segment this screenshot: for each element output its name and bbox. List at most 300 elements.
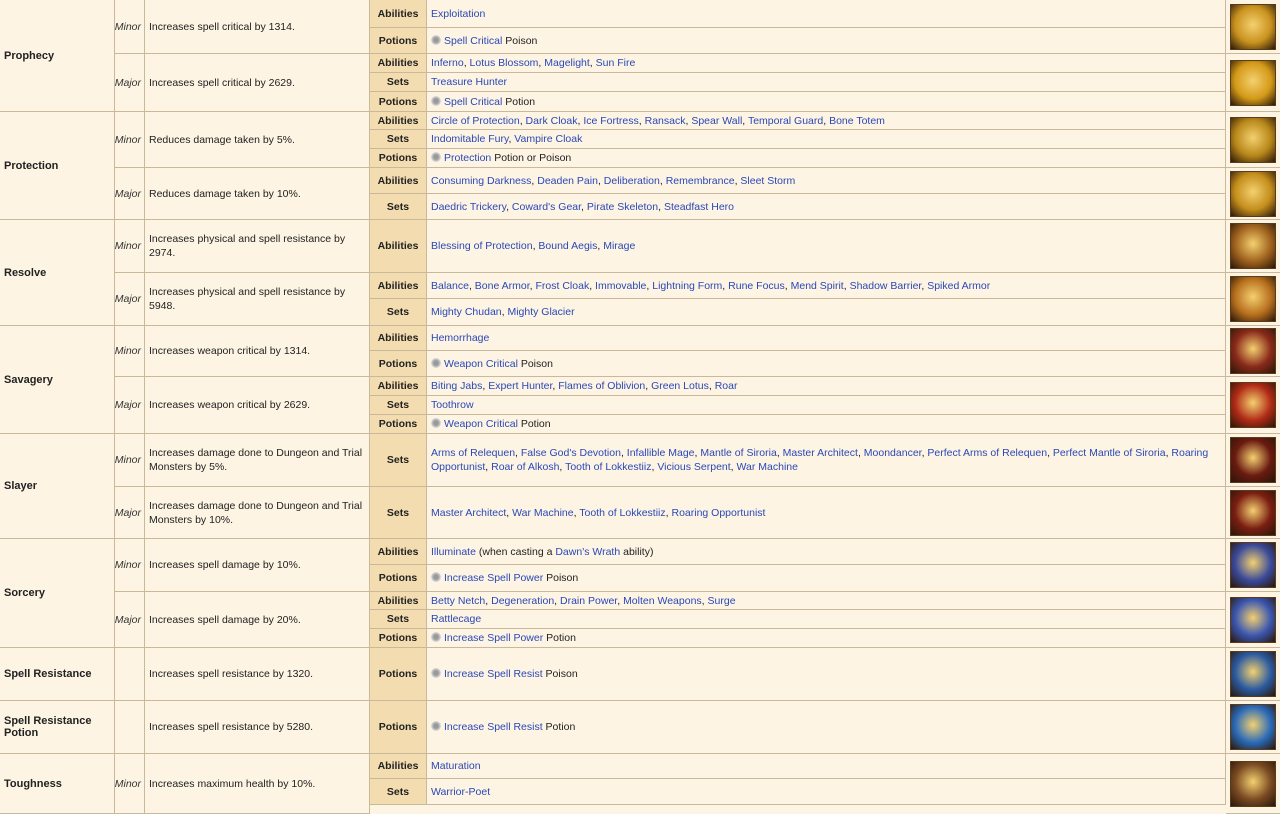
description-cell bbox=[145, 592, 370, 648]
buff-icon bbox=[1230, 117, 1276, 163]
description-cell bbox=[145, 0, 370, 54]
protection-icon bbox=[431, 152, 441, 162]
source-link[interactable]: Mantle of Siroria bbox=[700, 447, 777, 459]
buff-name: Savagery bbox=[4, 373, 53, 386]
source-list bbox=[431, 279, 1219, 293]
source-type: Potions bbox=[378, 668, 418, 680]
source-list bbox=[431, 379, 1219, 393]
source-type-cell bbox=[370, 396, 427, 415]
source-type: Sets bbox=[386, 200, 410, 213]
description-cell bbox=[145, 326, 370, 377]
buff-icon-cell bbox=[1226, 487, 1280, 539]
source-link[interactable]: Infallible Mage bbox=[626, 447, 695, 459]
source-link[interactable]: Inferno bbox=[431, 57, 464, 69]
source-list-cell bbox=[427, 194, 1226, 220]
source-text: , bbox=[722, 279, 729, 292]
source-type: Sets bbox=[386, 76, 410, 88]
source-link[interactable]: Temporal Guard bbox=[747, 114, 824, 127]
source-type: Sets bbox=[386, 506, 410, 519]
tier-cell bbox=[115, 487, 145, 539]
source-link[interactable]: Spear Wall bbox=[691, 114, 743, 127]
source-list bbox=[431, 357, 1219, 371]
source-link[interactable]: Steadfast Hero bbox=[663, 200, 734, 213]
buff-icon bbox=[1230, 382, 1276, 428]
source-type-cell bbox=[370, 130, 427, 149]
source-text: , bbox=[921, 279, 928, 292]
tier-cell bbox=[115, 0, 145, 54]
source-list-cell bbox=[427, 28, 1226, 54]
buff-name: Resolve bbox=[4, 266, 47, 279]
source-type: Sets bbox=[386, 399, 410, 411]
source-link[interactable]: Perfect Mantle of Siroria bbox=[1052, 447, 1166, 459]
source-list bbox=[431, 720, 1219, 734]
source-link[interactable]: Daedric Trickery bbox=[431, 200, 507, 213]
source-type: Abilities bbox=[377, 332, 419, 344]
source-link[interactable]: Spiked Armor bbox=[927, 279, 991, 292]
buff-description: Increases damage done to Dungeon and Trial Monsters by 5%. bbox=[149, 447, 363, 473]
source-list bbox=[431, 174, 1219, 188]
buff-name-cell bbox=[0, 0, 115, 112]
tier-label: Minor bbox=[114, 345, 141, 357]
source-link[interactable]: Increase Spell Resist bbox=[444, 721, 543, 733]
source-type-cell bbox=[370, 434, 427, 487]
source-link[interactable]: Bone Armor bbox=[474, 279, 530, 292]
source-link[interactable]: Spell Critical bbox=[444, 95, 503, 108]
source-list-cell bbox=[427, 273, 1226, 299]
source-link[interactable]: Degeneration bbox=[491, 594, 555, 607]
source-link[interactable]: Drain Power bbox=[560, 594, 618, 607]
source-link[interactable]: Illuminate bbox=[431, 545, 476, 558]
buff-name-cell bbox=[0, 754, 115, 814]
source-list-cell bbox=[427, 434, 1226, 487]
source-link[interactable]: Toothrow bbox=[431, 399, 474, 411]
source-link[interactable]: Immovable bbox=[595, 279, 647, 292]
source-type-cell bbox=[370, 539, 427, 565]
source-text: , bbox=[597, 240, 604, 252]
source-text: , bbox=[638, 114, 645, 127]
buff-icon-cell bbox=[1226, 592, 1280, 648]
buff-name-cell bbox=[0, 648, 115, 701]
tier-label: Major bbox=[114, 613, 141, 626]
description-cell bbox=[145, 112, 370, 168]
source-type-cell bbox=[370, 220, 427, 273]
source-list bbox=[431, 506, 1219, 520]
source-text: Potion bbox=[502, 95, 536, 108]
source-type-cell bbox=[370, 194, 427, 220]
source-list-cell bbox=[427, 487, 1226, 539]
tier-cell bbox=[115, 273, 145, 326]
source-text: Poison bbox=[502, 34, 538, 47]
source-text: , bbox=[552, 380, 559, 392]
source-list bbox=[431, 7, 1219, 21]
buff-icon bbox=[1230, 651, 1276, 697]
source-text: , bbox=[665, 506, 672, 519]
source-type-cell bbox=[370, 273, 427, 299]
source-text: , bbox=[573, 506, 580, 519]
source-list-cell bbox=[427, 130, 1226, 149]
source-link[interactable]: Increase Spell Power bbox=[444, 572, 544, 584]
buff-icon bbox=[1230, 4, 1276, 50]
source-link[interactable]: Consuming Darkness bbox=[431, 174, 532, 187]
spell-power-icon bbox=[431, 572, 441, 582]
source-text: , bbox=[658, 200, 664, 213]
source-list-cell bbox=[427, 149, 1226, 168]
source-text: , bbox=[823, 114, 830, 127]
source-text: Poison bbox=[517, 357, 553, 370]
source-text: , bbox=[581, 200, 587, 213]
tier-label: Minor bbox=[114, 559, 141, 571]
source-link[interactable]: Roar bbox=[714, 380, 738, 392]
source-link[interactable]: Vicious Serpent bbox=[657, 461, 731, 473]
buff-description: Increases spell damage by 20%. bbox=[149, 613, 301, 626]
source-link[interactable]: Tooth of Lokkestiiz bbox=[579, 506, 666, 519]
source-type-cell bbox=[370, 629, 427, 648]
tier-cell bbox=[115, 701, 145, 754]
source-link[interactable]: Roaring Opportunist bbox=[671, 506, 766, 519]
buff-name: Toughness bbox=[4, 777, 62, 790]
buff-name: Prophecy bbox=[4, 49, 55, 62]
source-type: Potions bbox=[378, 357, 418, 370]
buff-name: Sorcery bbox=[4, 587, 45, 599]
source-link[interactable]: Master Architect bbox=[782, 447, 858, 459]
buff-description: Reduces damage taken by 10%. bbox=[149, 187, 301, 200]
source-link[interactable]: Balance bbox=[431, 279, 469, 292]
source-link[interactable]: Roar of Alkosh bbox=[491, 461, 560, 473]
source-text: , bbox=[646, 279, 653, 292]
source-list bbox=[431, 631, 1219, 645]
buff-name-cell bbox=[0, 539, 115, 648]
source-link[interactable]: Bone Totem bbox=[829, 114, 885, 127]
source-text: , bbox=[506, 506, 513, 519]
tier-cell bbox=[115, 112, 145, 168]
source-type-cell bbox=[370, 415, 427, 434]
buff-icon-cell bbox=[1226, 273, 1280, 326]
source-type-cell bbox=[370, 565, 427, 592]
source-list-cell bbox=[427, 565, 1226, 592]
source-type: Potions bbox=[378, 721, 418, 733]
source-text: , bbox=[645, 380, 652, 392]
source-link[interactable]: Deaden Pain bbox=[537, 174, 598, 187]
source-type-cell bbox=[370, 168, 427, 194]
source-list bbox=[431, 571, 1219, 585]
source-link[interactable]: Blessing of Protection bbox=[431, 240, 533, 252]
source-link[interactable]: Ice Fortress bbox=[583, 114, 639, 127]
source-link[interactable]: Treasure Hunter bbox=[431, 76, 508, 88]
source-text: , bbox=[617, 594, 624, 607]
tier-cell bbox=[115, 54, 145, 112]
buff-icon bbox=[1230, 597, 1276, 643]
tier-label: Minor bbox=[114, 133, 141, 146]
buff-icon bbox=[1230, 60, 1276, 106]
source-text: , bbox=[508, 133, 515, 145]
source-list-cell bbox=[427, 168, 1226, 194]
tier-label: Major bbox=[114, 76, 141, 89]
source-list bbox=[431, 446, 1219, 474]
tier-label: Major bbox=[114, 399, 141, 411]
description-cell bbox=[145, 648, 370, 701]
buff-icon-cell bbox=[1226, 168, 1280, 220]
buff-description: Increases spell critical by 1314. bbox=[149, 20, 295, 33]
source-list bbox=[431, 398, 1219, 412]
buff-description: Increases spell damage by 10%. bbox=[149, 559, 301, 571]
source-text: , bbox=[651, 461, 658, 473]
source-type: Abilities bbox=[377, 240, 419, 252]
source-link[interactable]: Arms of Relequen bbox=[431, 447, 516, 459]
description-cell bbox=[145, 273, 370, 326]
source-link[interactable]: Circle of Protection bbox=[431, 114, 520, 127]
description-cell bbox=[145, 754, 370, 814]
buff-icon-cell bbox=[1226, 220, 1280, 273]
buff-icon bbox=[1230, 276, 1276, 322]
source-link[interactable]: Warrior-Poet bbox=[431, 785, 491, 798]
source-link[interactable]: Ransack bbox=[644, 114, 686, 127]
source-link[interactable]: Betty Netch bbox=[431, 594, 486, 607]
buff-name-cell bbox=[0, 112, 115, 220]
buff-name: Spell Resistance Potion bbox=[4, 715, 92, 739]
source-type-cell bbox=[370, 610, 427, 629]
source-link[interactable]: Shadow Barrier bbox=[849, 279, 922, 292]
source-link[interactable]: Magelight bbox=[544, 57, 590, 69]
source-link[interactable]: Coward's Gear bbox=[511, 200, 582, 213]
description-cell bbox=[145, 54, 370, 112]
source-text: , bbox=[589, 279, 596, 292]
source-link[interactable]: Roaring Opportunist bbox=[431, 447, 1209, 473]
source-link[interactable]: Tooth of Lokkestiiz bbox=[565, 461, 652, 473]
source-link[interactable]: Molten Weapons bbox=[623, 594, 702, 607]
source-type: Sets bbox=[386, 454, 410, 466]
source-text: , bbox=[482, 380, 489, 392]
source-list-cell bbox=[427, 351, 1226, 377]
source-link[interactable]: Dark Cloak bbox=[525, 114, 578, 127]
buff-icon bbox=[1230, 542, 1276, 588]
source-link[interactable]: Master Architect bbox=[431, 506, 507, 519]
source-text: Potion or Poison bbox=[491, 152, 572, 164]
source-type-cell bbox=[370, 0, 427, 28]
source-link[interactable]: Surge bbox=[707, 594, 736, 607]
source-link[interactable]: Deliberation bbox=[603, 174, 660, 187]
buff-icon-cell bbox=[1226, 54, 1280, 112]
source-text: , bbox=[554, 594, 561, 607]
source-text: , bbox=[694, 447, 701, 459]
source-text: , bbox=[559, 461, 566, 473]
source-link[interactable]: Pirate Skeleton bbox=[586, 200, 659, 213]
source-type: Potions bbox=[378, 572, 418, 584]
source-link[interactable]: Lightning Form bbox=[652, 279, 723, 292]
source-type: Abilities bbox=[377, 760, 419, 772]
source-type-cell bbox=[370, 112, 427, 130]
buff-icon-cell bbox=[1226, 648, 1280, 701]
source-text: Potion bbox=[542, 721, 576, 733]
source-list-cell bbox=[427, 54, 1226, 73]
source-link[interactable]: Sun Fire bbox=[595, 57, 636, 69]
buff-icon-cell bbox=[1226, 754, 1280, 814]
buff-icon-cell bbox=[1226, 377, 1280, 434]
source-text: , bbox=[485, 461, 492, 473]
source-link[interactable]: Expert Hunter bbox=[488, 380, 553, 392]
source-text: , bbox=[1165, 447, 1172, 459]
source-link[interactable]: Rune Focus bbox=[728, 279, 785, 292]
buff-icon-cell bbox=[1226, 326, 1280, 377]
tier-label: Minor bbox=[114, 777, 141, 790]
source-link[interactable]: Hemorrhage bbox=[431, 332, 490, 344]
source-text: , bbox=[501, 306, 508, 318]
buff-description: Reduces damage taken by 5%. bbox=[149, 133, 295, 146]
source-text: ability) bbox=[620, 545, 654, 558]
source-list bbox=[431, 56, 1219, 70]
buff-icon bbox=[1230, 171, 1276, 217]
source-list-cell bbox=[427, 648, 1226, 701]
source-type-cell bbox=[370, 299, 427, 326]
source-text: , bbox=[708, 380, 715, 392]
source-list-cell bbox=[427, 92, 1226, 112]
source-link[interactable]: Vampire Cloak bbox=[514, 133, 583, 145]
description-cell bbox=[145, 487, 370, 539]
buff-name-cell bbox=[0, 434, 115, 539]
source-link[interactable]: Mirage bbox=[603, 240, 636, 252]
source-list bbox=[431, 151, 1219, 165]
source-text: (when casting a bbox=[475, 545, 556, 558]
source-list-cell bbox=[427, 629, 1226, 648]
source-type-cell bbox=[370, 377, 427, 396]
source-list bbox=[431, 114, 1219, 128]
description-cell bbox=[145, 701, 370, 754]
source-list bbox=[431, 132, 1219, 146]
source-type: Potions bbox=[378, 152, 418, 164]
source-type: Abilities bbox=[377, 174, 419, 187]
source-type: Abilities bbox=[377, 594, 419, 607]
source-type-cell bbox=[370, 487, 427, 539]
buff-description: Increases damage done to Dungeon and Trial Monsters by 10%. bbox=[149, 499, 363, 526]
buff-name: Protection bbox=[4, 159, 59, 172]
source-link[interactable]: Increase Spell Power bbox=[444, 632, 544, 644]
source-text: , bbox=[921, 447, 928, 459]
source-type: Abilities bbox=[377, 380, 419, 392]
source-list-cell bbox=[427, 754, 1226, 779]
source-text: , bbox=[784, 279, 791, 292]
source-link[interactable]: Biting Jabs bbox=[431, 380, 483, 392]
source-list-cell bbox=[427, 377, 1226, 396]
source-text: , bbox=[620, 447, 627, 459]
tier-cell bbox=[115, 377, 145, 434]
source-link[interactable]: Spell Critical bbox=[444, 34, 503, 47]
source-list bbox=[431, 759, 1219, 773]
source-type-cell bbox=[370, 326, 427, 351]
source-type: Potions bbox=[378, 418, 418, 430]
source-list-cell bbox=[427, 112, 1226, 130]
source-link[interactable]: Indomitable Fury bbox=[431, 133, 509, 145]
tier-label: Minor bbox=[114, 20, 141, 33]
tier-label: Major bbox=[114, 293, 141, 305]
source-link[interactable]: Mighty Glacier bbox=[507, 306, 575, 318]
source-link[interactable]: Increase Spell Resist bbox=[444, 668, 543, 680]
source-text: , bbox=[597, 174, 604, 187]
description-cell bbox=[145, 168, 370, 220]
buff-description: Increases spell critical by 2629. bbox=[149, 76, 295, 89]
source-list-cell bbox=[427, 779, 1226, 805]
source-link[interactable]: False God's Devotion bbox=[520, 447, 621, 459]
source-link[interactable]: Maturation bbox=[431, 760, 481, 772]
source-list-cell bbox=[427, 592, 1226, 610]
source-text: , bbox=[742, 114, 748, 127]
source-type: Abilities bbox=[377, 7, 419, 20]
source-text: , bbox=[659, 174, 666, 187]
source-text: , bbox=[463, 57, 470, 69]
source-link[interactable]: Dawn's Wrath bbox=[555, 545, 621, 558]
source-link[interactable]: Weapon Critical bbox=[444, 357, 518, 370]
source-link[interactable]: War Machine bbox=[736, 461, 798, 473]
source-list-cell bbox=[427, 299, 1226, 326]
source-list bbox=[431, 34, 1219, 48]
source-link[interactable]: Protection bbox=[444, 152, 492, 164]
buff-name-cell bbox=[0, 220, 115, 326]
tier-cell bbox=[115, 539, 145, 592]
source-type-cell bbox=[370, 351, 427, 377]
source-list bbox=[431, 95, 1219, 109]
source-text: , bbox=[538, 57, 545, 69]
source-text: Potion bbox=[517, 418, 551, 430]
source-link[interactable]: Weapon Critical bbox=[444, 418, 518, 430]
source-link[interactable]: Perfect Arms of Relequen bbox=[927, 447, 1048, 459]
weapon-critical-icon bbox=[431, 418, 441, 428]
source-list bbox=[431, 612, 1219, 626]
source-type: Potions bbox=[378, 34, 418, 47]
buff-icon bbox=[1230, 704, 1276, 750]
source-type: Abilities bbox=[377, 57, 419, 69]
weapon-critical-icon bbox=[431, 358, 441, 368]
source-type: Abilities bbox=[377, 545, 419, 558]
source-list bbox=[431, 239, 1219, 253]
buff-description: Increases spell resistance by 5280. bbox=[149, 721, 314, 733]
tier-label: Major bbox=[114, 506, 141, 519]
source-link[interactable]: Lotus Blossom bbox=[469, 57, 539, 69]
source-link[interactable]: Moondancer bbox=[863, 447, 922, 459]
source-type-cell bbox=[370, 92, 427, 112]
source-text: , bbox=[685, 114, 692, 127]
source-link[interactable]: Bound Aegis bbox=[538, 240, 598, 252]
buff-description: Increases spell resistance by 1320. bbox=[149, 668, 314, 680]
source-link[interactable]: War Machine bbox=[512, 506, 574, 519]
source-link[interactable]: Exploitation bbox=[431, 7, 486, 20]
buff-name-cell bbox=[0, 701, 115, 754]
buff-name: Spell Resistance bbox=[4, 668, 92, 680]
source-type-cell bbox=[370, 54, 427, 73]
source-link[interactable]: Sleet Storm bbox=[740, 174, 796, 187]
source-list bbox=[431, 305, 1219, 319]
buff-name-cell bbox=[0, 326, 115, 434]
source-link[interactable]: Mighty Chudan bbox=[431, 306, 502, 318]
source-link[interactable]: Green Lotus bbox=[651, 380, 709, 392]
buff-icon-cell bbox=[1226, 112, 1280, 168]
source-link[interactable]: Flames of Oblivion bbox=[558, 380, 646, 392]
source-list bbox=[431, 785, 1219, 799]
source-list-cell bbox=[427, 539, 1226, 565]
source-text: , bbox=[589, 57, 596, 69]
spell-resist-icon bbox=[431, 721, 441, 731]
source-text: Potion bbox=[543, 632, 576, 644]
source-link[interactable]: Rattlecage bbox=[431, 613, 482, 625]
source-type-cell bbox=[370, 779, 427, 805]
source-link[interactable]: Mend Spirit bbox=[790, 279, 844, 292]
source-link[interactable]: Remembrance bbox=[665, 174, 735, 187]
source-type-cell bbox=[370, 754, 427, 779]
source-list-cell bbox=[427, 326, 1226, 351]
source-link[interactable]: Frost Cloak bbox=[535, 279, 590, 292]
source-type: Sets bbox=[386, 133, 410, 145]
buff-icon-cell bbox=[1226, 539, 1280, 592]
buff-description: Increases physical and spell resistance by 5948. bbox=[149, 286, 346, 312]
buff-icon bbox=[1230, 490, 1276, 536]
source-list-cell bbox=[427, 220, 1226, 273]
